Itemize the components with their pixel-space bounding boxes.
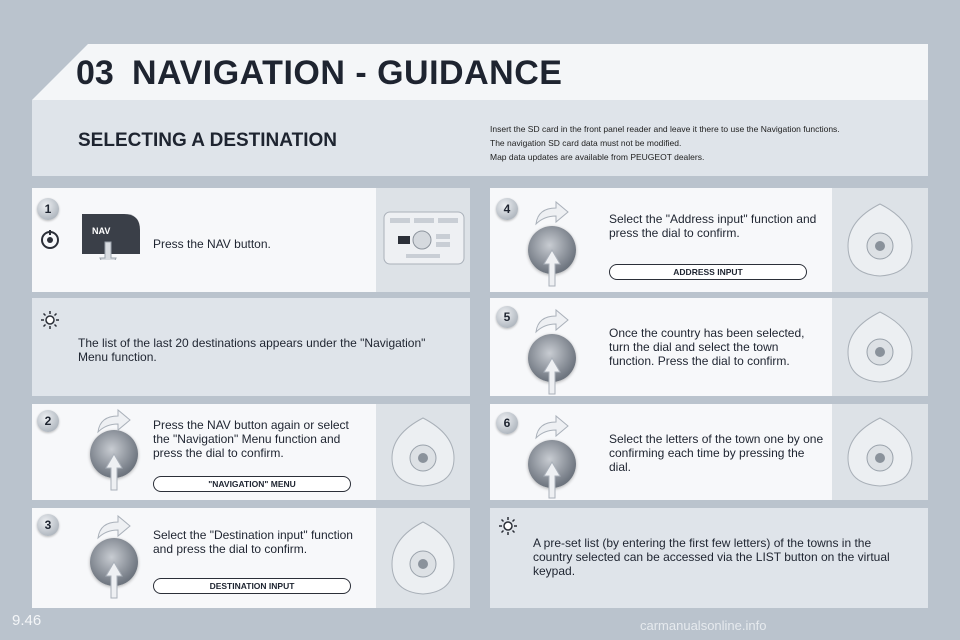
intro-line: The navigation SD card data must not be modified.: [490, 138, 682, 148]
control-dial-icon: [832, 188, 928, 292]
curved-arrow-icon: [94, 514, 134, 542]
press-arrow-icon: [542, 356, 562, 396]
step-5-image-panel: [832, 298, 928, 396]
step-1-image-panel: [376, 188, 470, 292]
press-arrow-icon: [542, 248, 562, 288]
step-3-text: Select the "Destination input" function and press the dial to confirm.: [153, 528, 353, 556]
curved-arrow-icon: [532, 414, 572, 442]
step-6-text: Select the letters of the town one by one confirming each time by pressing the dial.: [609, 432, 824, 474]
radio-unit-icon: [376, 188, 470, 292]
curved-arrow-icon: [532, 308, 572, 336]
step-3-number: 3: [37, 514, 59, 536]
step-5-number: 5: [496, 306, 518, 328]
control-dial-icon: [832, 404, 928, 500]
step-3-image-panel: [376, 508, 470, 608]
nav-button-label: NAV: [92, 226, 111, 236]
page-title: NAVIGATION - GUIDANCE: [132, 54, 563, 92]
step-2-text: Press the NAV button again or select the "Navigation" Menu function and press the dial to confirm.: [153, 418, 349, 460]
page-number: 9.46: [12, 612, 42, 629]
curved-arrow-icon: [532, 200, 572, 228]
nav-button-icon: [78, 208, 150, 260]
control-dial-icon: [376, 404, 470, 500]
control-dial-icon: [832, 298, 928, 396]
lightbulb-icon: [40, 310, 60, 330]
chapter-number: 03: [76, 54, 114, 92]
press-arrow-icon: [104, 560, 124, 600]
step-5-text: Once the country has been selected, turn the dial and select the town function. Press the dial to confirm.: [609, 326, 805, 368]
curved-arrow-icon: [94, 408, 134, 436]
step-4-text: Select the "Address input" function and press the dial to confirm.: [609, 212, 817, 240]
navigation-menu-pill: "NAVIGATION" MENU: [153, 476, 351, 492]
step-2-number: 2: [37, 410, 59, 432]
destination-input-pill: DESTINATION INPUT: [153, 578, 351, 594]
intro-line: Map data updates are available from PEUGEOT dealers.: [490, 152, 705, 162]
tip-2-text: A pre-set list (by entering the first few letters) of the towns in the country selected can be accessed via the LIST button on the virtual keypad.: [533, 536, 890, 578]
step-4-number: 4: [496, 198, 518, 220]
step-6-image-panel: [832, 404, 928, 500]
lightbulb-icon: [498, 516, 518, 536]
section-title: SELECTING A DESTINATION: [78, 130, 337, 151]
watermark: carmanualsonline.info: [640, 618, 767, 633]
step-2-image-panel: [376, 404, 470, 500]
step-6-number: 6: [496, 412, 518, 434]
intro-text: [490, 122, 910, 164]
control-dial-icon: [376, 508, 470, 608]
address-input-pill: ADDRESS INPUT: [609, 264, 807, 280]
intro-line: Insert the SD card in the front panel reader and leave it there to use the Navigation functions.: [490, 124, 840, 134]
radio-knob-icon: [40, 230, 60, 250]
tip-1-text: The list of the last 20 destinations appears under the "Navigation" Menu function.: [78, 336, 426, 364]
press-arrow-icon: [104, 452, 124, 492]
step-1-number: 1: [37, 198, 59, 220]
step-4-image-panel: [832, 188, 928, 292]
press-arrow-icon: [542, 460, 562, 500]
step-1-text: Press the NAV button.: [153, 237, 271, 251]
